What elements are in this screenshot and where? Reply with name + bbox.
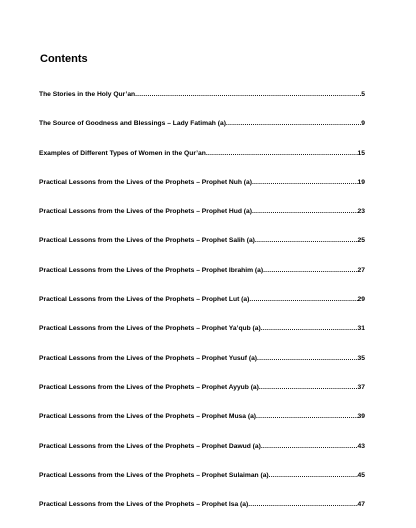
toc-entry-page-number: 47 (357, 501, 365, 509)
toc-entry-page-number: 15 (357, 149, 365, 157)
toc-entry-title: Examples of Different Types of Women in the Qur’an (39, 149, 206, 157)
toc-entry[interactable] (39, 323, 365, 352)
toc-dot-leader (252, 177, 358, 189)
toc-entry[interactable] (39, 382, 365, 411)
toc-entry-page-number: 43 (357, 442, 365, 450)
toc-entry-title: Practical Lessons from the Lives of the Prophets – Prophet Nuh (a) (39, 178, 252, 186)
toc-dot-leader (255, 235, 358, 247)
toc-dot-leader (256, 411, 358, 423)
toc-entry[interactable] (39, 411, 365, 440)
toc-entry[interactable] (39, 499, 365, 528)
toc-entry[interactable] (39, 441, 365, 470)
toc-entry-page-number: 27 (357, 266, 365, 274)
toc-entry-title: Practical Lessons from the Lives of the Prophets – Prophet Salih (a) (39, 237, 255, 245)
toc-entry-title: Practical Lessons from the Lives of the Prophets – Prophet Ya’qub (a) (39, 325, 261, 333)
toc-dot-leader (261, 441, 358, 453)
toc-entry-page-number: 39 (357, 413, 365, 421)
toc-entry[interactable] (39, 118, 365, 147)
toc-dot-leader (263, 265, 357, 277)
toc-entry[interactable] (39, 294, 365, 323)
toc-entry-title: Practical Lessons from the Lives of the Prophets – Prophet Dawud (a) (39, 442, 261, 450)
toc-entry-page-number: 45 (357, 471, 365, 479)
toc-dot-leader (269, 470, 358, 482)
toc-dot-leader (248, 499, 357, 511)
toc-entry[interactable] (39, 89, 365, 118)
toc-entry[interactable] (39, 353, 365, 382)
page-title: Contents (40, 53, 88, 65)
toc-entry-title: Practical Lessons from the Lives of the Prophets – Prophet Lut (a) (39, 296, 250, 304)
toc-entry-title: Practical Lessons from the Lives of the Prophets – Prophet Ibrahim (a) (39, 266, 264, 274)
toc-entry-page-number: 35 (357, 354, 365, 362)
toc-entry-title: Practical Lessons from the Lives of the Prophets – Prophet Yusuf (a) (39, 354, 258, 362)
toc-entry[interactable] (39, 206, 365, 235)
toc-entry-title: Practical Lessons from the Lives of the Prophets – Prophet Isa (a) (39, 501, 249, 509)
toc-dot-leader (206, 148, 358, 160)
toc-entry-title: The Stories in the Holy Qur’an (39, 91, 136, 98)
toc-entry-page-number: 19 (357, 178, 365, 186)
toc-dot-leader (249, 294, 357, 306)
toc-entry-title: Practical Lessons from the Lives of the Prophets – Prophet Hud (a) (39, 208, 252, 216)
toc-entry-page-number: 31 (357, 325, 365, 333)
toc-entry-page-number: 29 (357, 296, 365, 304)
toc-dot-leader (252, 206, 358, 218)
toc-entry[interactable] (39, 470, 365, 499)
toc-entry-title: Practical Lessons from the Lives of the Prophets – Prophet Ayyub (a) (39, 383, 259, 391)
toc-entry[interactable] (39, 148, 365, 177)
toc-entry[interactable] (39, 177, 365, 206)
toc-entry[interactable] (39, 235, 365, 264)
toc-dot-leader (257, 353, 358, 365)
toc-entry-page-number: 23 (357, 208, 365, 216)
toc-entry-page-number: 5 (361, 91, 365, 98)
toc-entry-title: The Source of Goodness and Blessings – Lady Fatimah (a) (39, 120, 226, 128)
toc-dot-leader (135, 89, 361, 101)
toc-entry-page-number: 9 (361, 120, 365, 128)
toc-entry-title: Practical Lessons from the Lives of the Prophets – Prophet Sulaiman (a) (39, 471, 269, 479)
toc-entry[interactable] (39, 265, 365, 294)
toc-entry-page-number: 25 (357, 237, 365, 245)
table-of-contents (39, 89, 365, 528)
toc-dot-leader (259, 382, 358, 394)
toc-dot-leader (261, 323, 358, 335)
toc-entry-title: Practical Lessons from the Lives of the Prophets – Prophet Musa (a) (39, 413, 257, 421)
toc-entry-page-number: 37 (357, 383, 365, 391)
toc-dot-leader (226, 118, 361, 130)
